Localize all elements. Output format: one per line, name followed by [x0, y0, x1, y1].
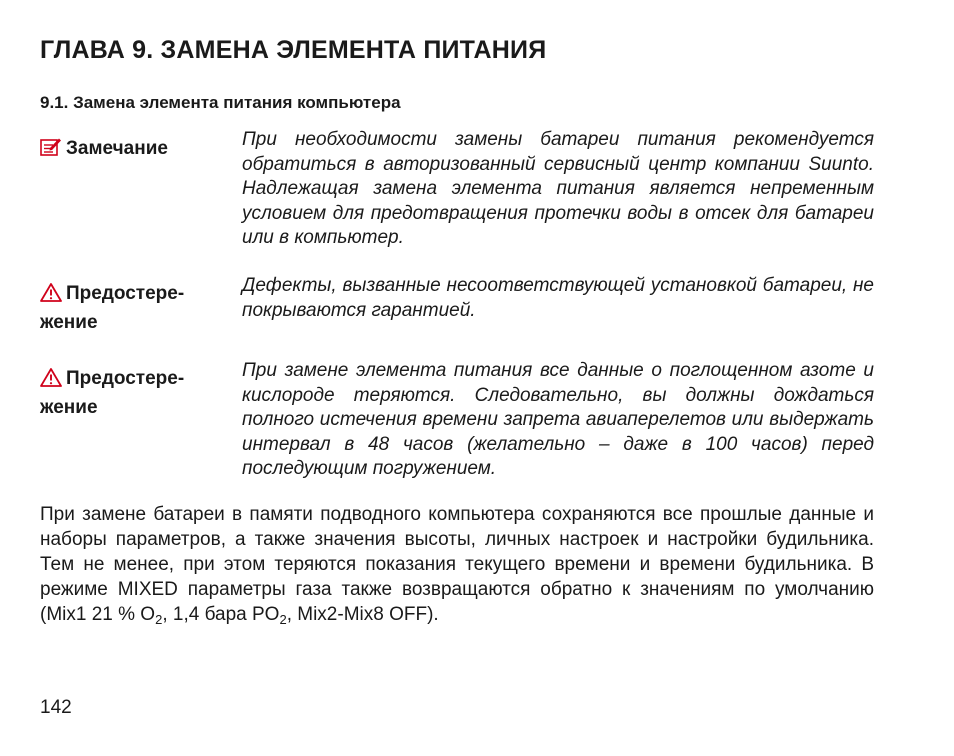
- chapter-title: ГЛАВА 9. ЗАМЕНА ЭЛЕМЕНТА ПИТАНИЯ: [40, 36, 547, 64]
- body-paragraph: [40, 502, 874, 627]
- warning-label: [40, 281, 230, 336]
- warning-icon: [40, 282, 62, 310]
- warning-label: [40, 366, 230, 421]
- warning-text: При замене элемента питания все данные о поглощенном азоте и кислороде теряются. Следовательно, вы должны дождаться полного истечения времени запрета авиаперелетов или выдержать интервал в 48 часов (желательно – даже в 100 часов) перед последующим погружением.: [242, 360, 874, 479]
- warning-label-text: Предостережение: [40, 283, 185, 333]
- warning-text: Дефекты, вызванные несоответствующей установкой батареи, не покрываются гарантией.: [242, 275, 874, 321]
- warning-icon: [40, 367, 62, 395]
- subscript: 2: [279, 612, 287, 627]
- body-text-main: При замене батареи в памяти подводного компьютера сохраняются все прошлые данные и наборы параметров, а также значения высоты, личных настроек и настройки будильника. Тем не менее, при этом теряются показания текущего времени и времени будильника. В режиме MIXED параметры газа также возвращаются обратно к значениям по умолчанию (Mix1 21 % O: [40, 504, 874, 625]
- body-text-end: , Mix2-Mix8 OFF).: [286, 604, 439, 625]
- note-label: [40, 136, 168, 165]
- body-text-mid: , 1,4 бара PO: [162, 604, 280, 625]
- note-text: При необходимости замены батареи питания рекомендуется обратиться в авторизованный сервисный центр компании Suunto. Надлежащая замена элемента питания является непременным условием для предотвращения протечки воды в отсек для батареи или в компьютер.: [242, 129, 874, 248]
- subscript: 2: [155, 612, 163, 627]
- section-title: 9.1. Замена элемента питания компьютера: [40, 93, 401, 112]
- note-icon: [40, 137, 62, 165]
- page-number: 142: [40, 697, 72, 718]
- warning-label-text: Предостережение: [40, 368, 185, 418]
- note-label-text: Замечание: [66, 138, 168, 159]
